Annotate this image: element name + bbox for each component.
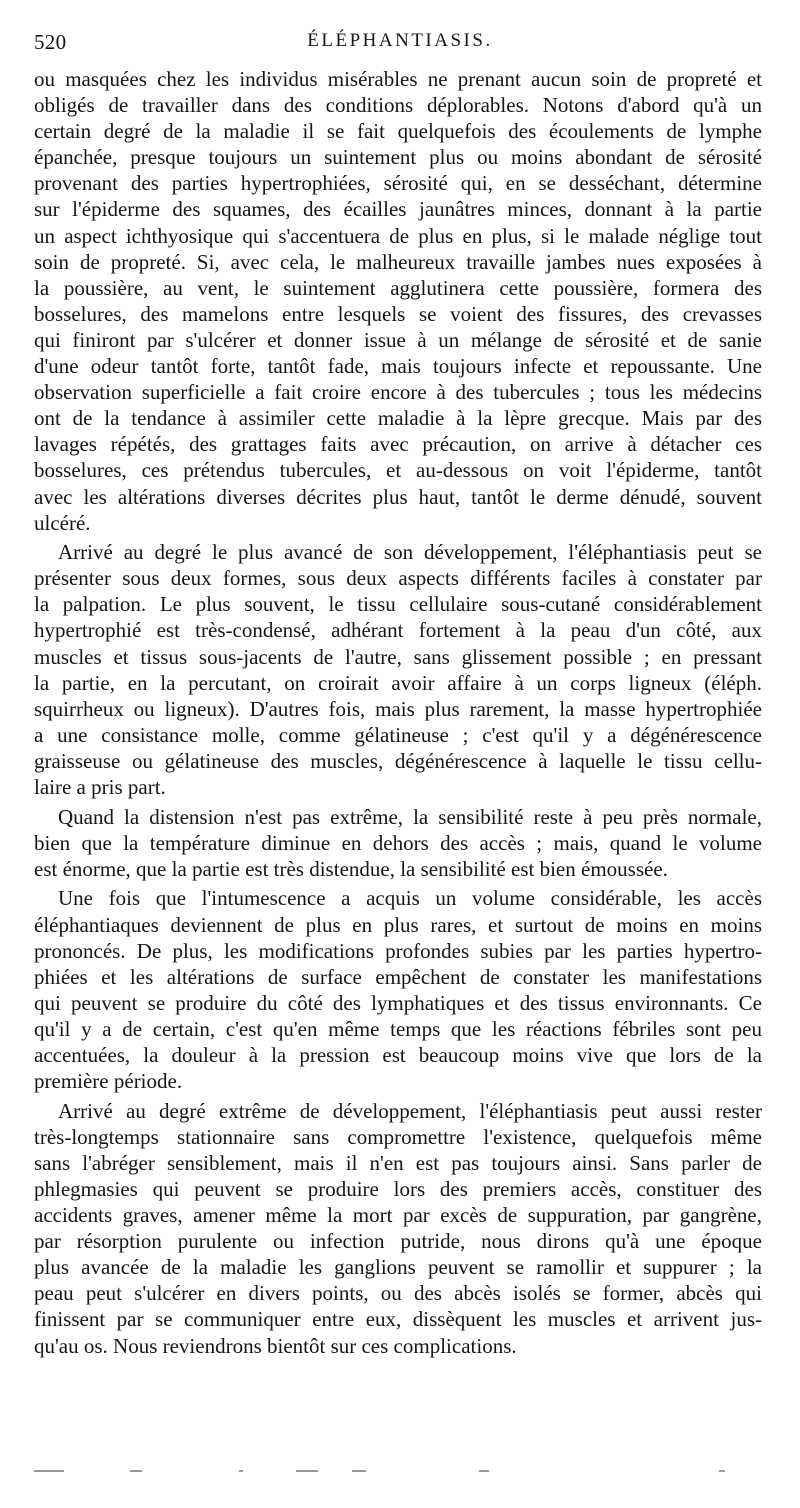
text-line: ulcéré.	[34, 510, 91, 535]
text-line: présenter sous deux formes, sous deux aspects différents faciles à constater par	[34, 566, 762, 591]
text-line: qu'il y a de certain, c'est qu'en même temps que les réactions fébriles sont peu	[34, 1016, 762, 1041]
text-line: Une fois que l'intumescence a acquis un volume considérable, les accès	[58, 886, 762, 911]
text-line: ou masquées chez les individus misérables ne prenant aucun soin de propreté et	[34, 67, 762, 91]
text-line: première période.	[34, 1069, 183, 1094]
running-title: ÉLÉPHANTIASIS.	[307, 30, 493, 51]
text-line: la poussière, au vent, le suintement agglutinera cette poussière, formera des	[34, 275, 762, 300]
text-line: un aspect ichthyosique qui s'accentuera de plus en plus, si le malade néglige tout	[34, 223, 762, 248]
text-line: épanchée, presque toujours un suintement plus ou moins abondant de sérosité	[34, 145, 762, 170]
text-line: a une consistance molle, comme gélatineuse ; c'est qu'il y a dégénérescence	[34, 722, 762, 747]
text-line: qui finiront par s'ulcérer et donner issue à un mélange de sérosité et de sanie	[34, 327, 762, 352]
text-line: certain degré de la maladie il se fait quelquefois des écoulements de lymphe	[34, 119, 762, 144]
text-line: Quand la distension n'est pas extrême, la sensibilité reste à peu près normale,	[58, 804, 762, 829]
text-line: soin de propreté. Si, avec cela, le malheureux travaille jambes nues exposées à	[34, 249, 762, 274]
text-line: observation superficielle a fait croire encore à des tubercules ; tous les médecins	[34, 380, 762, 405]
page-number: 520	[34, 30, 67, 54]
text-line: accentuées, la douleur à la pression est beaucoup moins vive que lors de la	[34, 1042, 762, 1067]
scan-artifacts	[34, 1470, 766, 1474]
paragraph	[34, 804, 762, 882]
text-line: par résorption purulente ou infection putride, nous dirons qu'à une époque	[34, 1229, 762, 1254]
text-line: phiées et les altérations de surface empêchent de constater les manifestations	[34, 964, 762, 989]
text-line: hypertrophié est très-condensé, adhérant fortement à la peau d'un côté, aux	[34, 618, 762, 643]
text-line: sur l'épiderme des squames, des écailles jaunâtres minces, donnant à la partie	[34, 197, 762, 222]
body-text	[34, 66, 762, 1362]
text-line: squirrheux ou ligneux). D'autres fois, mais plus rarement, la masse hypertrophiée	[34, 696, 762, 721]
text-line: peau peut s'ulcérer en divers points, ou des abcès isolés se former, abcès qui	[34, 1281, 762, 1306]
text-line: plus avancée de la maladie les ganglions peuvent se ramollir et suppurer ; la	[34, 1255, 762, 1280]
text-line: muscles et tissus sous-jacents de l'autre, sans glissement possible ; en pressant	[34, 644, 762, 669]
paragraph	[34, 66, 762, 536]
text-line: provenant des parties hypertrophiées, sérosité qui, en se desséchant, détermine	[34, 171, 762, 196]
text-line: lavages répétés, des grattages faits avec précaution, on arrive à détacher ces	[34, 432, 762, 457]
text-line: qu'au os. Nous reviendrons bientôt sur ces complications.	[34, 1333, 517, 1358]
text-line: bosselures, des mamelons entre lesquels se voient des fissures, des crevasses	[34, 301, 762, 326]
text-line: phlegmasies qui peuvent se produire lors des premiers accès, constituer des	[34, 1176, 762, 1201]
text-line: très-longtemps stationnaire sans compromettre l'existence, quelquefois même	[34, 1124, 762, 1149]
text-line: accidents graves, amener même la mort par excès de suppuration, par gangrène,	[34, 1203, 762, 1228]
text-line: prononcés. De plus, les modifications profondes subies par les parties hypertro-	[34, 938, 762, 963]
text-line: bosselures, ces prétendus tubercules, et au-dessous on voit l'épiderme, tantôt	[34, 458, 762, 483]
text-line: sans l'abréger sensiblement, mais il n'en est pas toujours ainsi. Sans parler de	[34, 1150, 762, 1175]
text-line: avec les altérations diverses décrites plus haut, tantôt le derme dénudé, souvent	[34, 484, 762, 509]
text-line: d'une odeur tantôt forte, tantôt fade, mais toujours infecte et repoussante. Une	[34, 354, 762, 379]
text-line: ont de la tendance à assimiler cette maladie à la lèpre grecque. Mais par des	[34, 406, 762, 431]
text-line: bien que la température diminue en dehors des accès ; mais, quand le volume	[34, 830, 762, 855]
paragraph	[34, 539, 762, 800]
text-line: la partie, en la percutant, on croirait avoir affaire à un corps ligneux (éléph.	[34, 670, 762, 695]
text-line: qui peuvent se produire du côté des lymphatiques et des tissus environnants. Ce	[34, 990, 762, 1015]
text-line: Arrivé au degré le plus avancé de son développement, l'éléphantiasis peut se	[58, 540, 762, 565]
text-line: laire a pris part.	[34, 775, 166, 800]
page-header	[34, 30, 766, 60]
text-line: finissent par se communiquer entre eux, dissèquent les muscles et arrivent jus-	[34, 1307, 762, 1332]
text-line: Arrivé au degré extrême de développement, l'éléphantiasis peut aussi rester	[58, 1098, 762, 1123]
text-line: obligés de travailler dans des conditions déplorables. Notons d'abord qu'à un	[34, 93, 762, 118]
paragraph	[34, 885, 762, 1094]
paragraph	[34, 1098, 762, 1359]
text-line: graisseuse ou gélatineuse des muscles, dégénérescence à laquelle le tissu cellu-	[34, 748, 762, 773]
text-line: la palpation. Le plus souvent, le tissu cellulaire sous-cutané considérablement	[34, 592, 762, 617]
text-line: est énorme, que la partie est très distendue, la sensibilité est bien émoussée.	[34, 856, 668, 881]
text-line: éléphantiaques deviennent de plus en plus rares, et surtout de moins en moins	[34, 912, 762, 937]
